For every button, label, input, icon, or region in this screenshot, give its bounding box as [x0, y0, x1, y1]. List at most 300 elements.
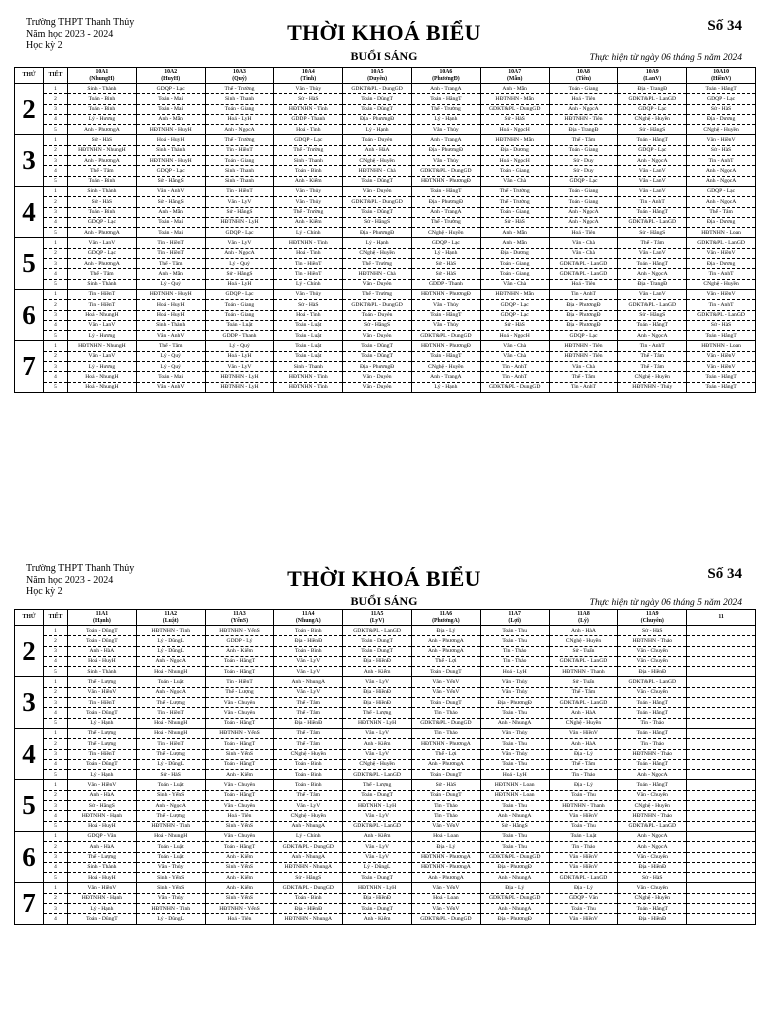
- lesson-cell: Tin - HiềnT: [136, 248, 205, 258]
- lesson-cell: Lý - Quý: [205, 259, 274, 269]
- class-name: 10A6: [439, 69, 453, 75]
- lesson-cell: Anh - PhươngA: [68, 125, 137, 135]
- period-number: 5: [44, 125, 68, 135]
- period-row: [15, 852, 756, 862]
- lesson-cell: GDKT&PL - DungGD: [411, 914, 480, 924]
- lesson-cell: Văn - Chuyên: [205, 698, 274, 708]
- lesson-cell: HĐTNHN - Chà: [343, 166, 412, 176]
- period-number: 3: [44, 310, 68, 320]
- period-row: [15, 135, 756, 145]
- timetable-grade-10: [14, 67, 756, 393]
- lesson-cell: Văn - Chà: [480, 279, 549, 289]
- lesson-cell: Sử - Duy: [549, 166, 618, 176]
- lesson-cell: Anh - NgọcA: [549, 207, 618, 217]
- lesson-cell: Văn - HiềnV: [687, 135, 756, 145]
- lesson-cell: GDQP - Văn: [549, 893, 618, 903]
- lesson-cell: Văn - Chuyên: [618, 790, 687, 800]
- lesson-cell: Lý - DũngL: [136, 646, 205, 656]
- period-row: [15, 656, 756, 666]
- lesson-cell: Toán - DũngT: [343, 341, 412, 351]
- lesson-cell: Địa - PhươngĐ: [343, 228, 412, 238]
- lesson-cell: Lý - Chính: [274, 279, 343, 289]
- lesson-cell: Văn - LanV: [68, 238, 137, 248]
- lesson-cell: Thể - Tâm: [274, 698, 343, 708]
- lesson-cell: Văn - Thủy: [411, 156, 480, 166]
- lesson-cell: GDQP - Lạc: [411, 238, 480, 248]
- period-row: [15, 883, 756, 893]
- homeroom-teacher: (Tiên): [575, 75, 591, 82]
- class-column-header: [205, 68, 274, 84]
- lesson-cell: HĐTNHN - PhươngĐ: [411, 289, 480, 299]
- day-column-header: THỨ: [15, 610, 44, 626]
- lesson-cell: CNghệ - Huyền: [343, 248, 412, 258]
- period-number: 4: [44, 759, 68, 769]
- lesson-cell: Toán - Luật: [136, 852, 205, 862]
- period-row: [15, 156, 756, 166]
- lesson-cell: GDKT&PL - LanGD: [618, 677, 687, 687]
- lesson-cell: Sử - HằngS: [68, 801, 137, 811]
- lesson-cell: Hoá - LyH: [480, 667, 549, 677]
- lesson-cell: Tin - Thảo: [618, 718, 687, 728]
- lesson-cell: Văn - HiềnV: [68, 780, 137, 790]
- lesson-cell: GDDP - Thanh: [274, 114, 343, 124]
- lesson-cell: Toán - HằngT: [205, 718, 274, 728]
- lesson-cell: Lý - DũngL: [343, 862, 412, 872]
- lesson-cell: Anh - PhươngA: [68, 259, 137, 269]
- lesson-cell: Toán - DungT: [411, 667, 480, 677]
- lesson-cell: Văn - Duyên: [343, 331, 412, 341]
- period-number: 4: [44, 320, 68, 330]
- lesson-cell: HĐTNHN - LyH: [343, 718, 412, 728]
- lesson-cell: Thể - Tâm: [549, 687, 618, 697]
- lesson-cell: Toán - DũngT: [343, 94, 412, 104]
- period-number: 4: [44, 166, 68, 176]
- lesson-cell: Toán - Luật: [136, 842, 205, 852]
- lesson-cell: Địa - HiềnĐ: [343, 656, 412, 666]
- period-number: 3: [44, 646, 68, 656]
- period-row: [15, 289, 756, 299]
- school-year: Năm học 2023 - 2024: [26, 28, 114, 40]
- period-number: 4: [44, 114, 68, 124]
- lesson-cell: Sử - HàS: [68, 135, 137, 145]
- lesson-cell: GDKT&PL - LanGD: [343, 626, 412, 636]
- lesson-cell: Anh - Kiểm: [205, 883, 274, 893]
- lesson-cell: Thể - Lợi: [411, 749, 480, 759]
- lesson-cell: Văn - HiềnV: [549, 811, 618, 821]
- lesson-cell: GDKT&PL - DungGD: [274, 842, 343, 852]
- lesson-cell: Văn - Thủy: [480, 677, 549, 687]
- lesson-cell: Văn - Chuyên: [618, 687, 687, 697]
- lesson-cell: Hoá - Loan: [411, 893, 480, 903]
- weekday-label: 7: [15, 341, 44, 392]
- period-number: 2: [44, 248, 68, 258]
- lesson-cell: Lý - DũngL: [136, 914, 205, 924]
- homeroom-teacher: (Lý): [578, 617, 589, 624]
- period-number: 2: [44, 636, 68, 646]
- lesson-cell: Văn - HiềnV: [549, 852, 618, 862]
- lesson-cell: Hoá - NhungH: [136, 667, 205, 677]
- period-number: 5: [44, 382, 68, 392]
- class-column-header: [343, 68, 412, 84]
- lesson-cell: Địa - HiềnĐ: [343, 893, 412, 903]
- lesson-cell: HĐTNHN - Loan: [687, 341, 756, 351]
- lesson-cell: Thể - Tâm: [68, 269, 137, 279]
- lesson-cell: Văn - Chuyên: [618, 646, 687, 656]
- lesson-cell: Thể - Tâm: [68, 166, 137, 176]
- period-number: 3: [44, 207, 68, 217]
- period-row: [15, 914, 756, 924]
- lesson-cell: Thể - Lượng: [343, 780, 412, 790]
- lesson-cell: Hoá - NgọcH: [480, 331, 549, 341]
- lesson-cell: Toán - Bình: [68, 176, 137, 186]
- lesson-cell: Toán - HằngT: [205, 759, 274, 769]
- lesson-cell: Toán - Thu: [480, 831, 549, 841]
- lesson-cell: Văn - HiềnV: [549, 728, 618, 738]
- lesson-cell: Sử - HàS: [687, 320, 756, 330]
- lesson-cell: Địa - PhươngĐ: [549, 300, 618, 310]
- lesson-cell: Văn - LanV: [68, 351, 137, 361]
- lesson-cell: GDQP - Lạc: [68, 217, 137, 227]
- lesson-cell: [687, 646, 756, 656]
- period-number: 1: [44, 186, 68, 196]
- lesson-cell: Hoá - HuyH: [136, 135, 205, 145]
- lesson-cell: Anh - TrangA: [411, 135, 480, 145]
- lesson-cell: GDDP - Thanh: [411, 279, 480, 289]
- lesson-cell: GDQP - Lạc: [687, 186, 756, 196]
- lesson-cell: Sử - HàS: [480, 114, 549, 124]
- lesson-cell: Toán - HằngT: [205, 790, 274, 800]
- timetable-page-grade-11: [0, 560, 768, 1024]
- effective-date: Thực hiện từ ngày 06 tháng 5 năm 2024: [589, 53, 742, 63]
- lesson-cell: Văn - Chà: [480, 351, 549, 361]
- period-number: 1: [44, 626, 68, 636]
- homeroom-teacher: (Tình): [300, 75, 317, 82]
- lesson-cell: Văn - Thủy: [411, 320, 480, 330]
- period-row: [15, 842, 756, 852]
- lesson-cell: Anh - NgọcA: [687, 197, 756, 207]
- lesson-cell: Anh - Mẫn: [480, 84, 549, 94]
- lesson-cell: Thể - Trường: [411, 217, 480, 227]
- lesson-cell: HĐTNHN - LyH: [343, 801, 412, 811]
- lesson-cell: Toán - DungT: [411, 698, 480, 708]
- lesson-cell: Lý - Hạnh: [68, 904, 137, 914]
- lesson-cell: Lý - Hạnh: [68, 770, 137, 780]
- lesson-cell: [687, 831, 756, 841]
- period-row: [15, 718, 756, 728]
- homeroom-teacher: (LyV): [369, 617, 385, 624]
- lesson-cell: Toán - HằngT: [618, 759, 687, 769]
- lesson-cell: Hoá - Tiên: [549, 94, 618, 104]
- period-row: [15, 84, 756, 94]
- lesson-cell: Hoá - NhungH: [68, 310, 137, 320]
- lesson-cell: Anh - NhungA: [274, 677, 343, 687]
- period-number: 4: [44, 862, 68, 872]
- class-name: 11A1: [95, 611, 109, 617]
- lesson-cell: Văn - Thủy: [480, 728, 549, 738]
- lesson-cell: Thể - Tâm: [618, 238, 687, 248]
- period-row: [15, 687, 756, 697]
- class-name: 11A6: [439, 611, 453, 617]
- lesson-cell: Anh - Kiểm: [274, 217, 343, 227]
- lesson-cell: Toán - Luật: [136, 677, 205, 687]
- period-row: [15, 636, 756, 646]
- lesson-cell: Văn - YếnV: [411, 821, 480, 831]
- period-number: 3: [44, 852, 68, 862]
- lesson-cell: Toán - Mai: [136, 94, 205, 104]
- lesson-cell: Tin - Thảo: [411, 801, 480, 811]
- lesson-cell: Toán - DũngT: [68, 759, 137, 769]
- lesson-cell: HĐTNHN - Tình: [136, 821, 205, 831]
- period-number: 3: [44, 698, 68, 708]
- class-column-header: [411, 610, 480, 626]
- lesson-cell: Hoá - LyH: [205, 114, 274, 124]
- class-column-header: [687, 68, 756, 84]
- class-column-header: [136, 610, 205, 626]
- lesson-cell: GDKT&PL - DungGD: [480, 382, 549, 392]
- class-name: 10A9: [645, 69, 659, 75]
- lesson-cell: Tin - HiềnT: [136, 739, 205, 749]
- lesson-cell: Toán - Thu: [480, 626, 549, 636]
- period-row: [15, 279, 756, 289]
- weekday-label: 6: [15, 831, 44, 882]
- lesson-cell: Tin - Thảo: [480, 646, 549, 656]
- lesson-cell: Văn - LyV: [343, 852, 412, 862]
- period-row: [15, 300, 756, 310]
- period-row: [15, 362, 756, 372]
- lesson-cell: HĐTNHN - Tình: [274, 238, 343, 248]
- lesson-cell: Sử - HàS: [136, 770, 205, 780]
- lesson-cell: [687, 656, 756, 666]
- lesson-cell: Anh - Kiểm: [343, 831, 412, 841]
- lesson-cell: Toán - HằngT: [618, 708, 687, 718]
- lesson-cell: Toán - Luật: [136, 780, 205, 790]
- lesson-cell: GDQP - Lạc: [480, 300, 549, 310]
- class-name: 10A7: [508, 69, 522, 75]
- lesson-cell: Toán - Thu: [480, 708, 549, 718]
- lesson-cell: HĐTNHN - Thanh: [549, 667, 618, 677]
- lesson-cell: GDDP - Lý: [205, 636, 274, 646]
- lesson-cell: HĐTNHN - Loan: [480, 780, 549, 790]
- lesson-cell: Anh - NgọcA: [549, 217, 618, 227]
- lesson-cell: HĐTNHN - NhungA: [274, 914, 343, 924]
- lesson-cell: Toán - HằngT: [618, 728, 687, 738]
- lesson-cell: Toán - HằngT: [687, 331, 756, 341]
- lesson-cell: Toán - HằngT: [618, 259, 687, 269]
- lesson-cell: HĐTNHN - Tình: [274, 104, 343, 114]
- lesson-cell: Lý - Hương: [68, 331, 137, 341]
- lesson-cell: CNghệ - Huyền: [343, 759, 412, 769]
- lesson-cell: Địa - Lý: [411, 626, 480, 636]
- lesson-cell: [687, 852, 756, 862]
- lesson-cell: Thể - Tâm: [136, 259, 205, 269]
- lesson-cell: Anh - NgọcA: [136, 801, 205, 811]
- lesson-cell: HĐTNHN - HuyH: [136, 156, 205, 166]
- lesson-cell: Văn - YếnV: [411, 883, 480, 893]
- lesson-cell: Thể - Lượng: [68, 852, 137, 862]
- lesson-cell: GDKT&PL - LanGD: [549, 698, 618, 708]
- period-row: [15, 749, 756, 759]
- lesson-cell: Văn - Thủy: [480, 749, 549, 759]
- lesson-cell: Văn - Chuyên: [618, 852, 687, 862]
- class-name: 11A8: [577, 611, 590, 617]
- lesson-cell: HĐTNHN - Chà: [343, 269, 412, 279]
- lesson-cell: GDKT&PL - DungGD: [411, 166, 480, 176]
- lesson-cell: Hoá - LyH: [205, 351, 274, 361]
- lesson-cell: Thể - Lợi: [411, 656, 480, 666]
- lesson-cell: Văn - LyV: [205, 238, 274, 248]
- lesson-cell: Toán - DungT: [343, 636, 412, 646]
- lesson-cell: Toán - DungT: [343, 873, 412, 883]
- lesson-cell: Sinh - Thành: [136, 320, 205, 330]
- period-row: [15, 217, 756, 227]
- homeroom-teacher: (Lợi): [508, 617, 521, 624]
- weekday-label: 7: [15, 883, 44, 924]
- weekday-label: 2: [15, 84, 44, 135]
- lesson-cell: Toán - Luật: [274, 351, 343, 361]
- lesson-cell: Toán - Giang: [549, 145, 618, 155]
- lesson-cell: Hoá - HuyH: [136, 310, 205, 320]
- lesson-cell: Văn - LyV: [205, 362, 274, 372]
- lesson-cell: Anh - Mẫn: [136, 269, 205, 279]
- class-name: 10A1: [95, 69, 109, 75]
- lesson-cell: Văn - AnhV: [136, 331, 205, 341]
- period-number: 5: [44, 279, 68, 289]
- period-number: 3: [44, 259, 68, 269]
- lesson-cell: Văn - YếnV: [411, 677, 480, 687]
- lesson-cell: Địa - TrangĐ: [549, 125, 618, 135]
- lesson-cell: Văn - Thủy: [136, 862, 205, 872]
- lesson-cell: Tin - Thảo: [480, 656, 549, 666]
- lesson-cell: Văn - Chuyên: [205, 780, 274, 790]
- lesson-cell: [687, 770, 756, 780]
- lesson-cell: HĐTNHN - Thảo: [618, 811, 687, 821]
- lesson-cell: [687, 862, 756, 872]
- lesson-cell: Văn - HiềnV: [549, 862, 618, 872]
- lesson-cell: Anh - Mẫn: [480, 238, 549, 248]
- period-row: [15, 698, 756, 708]
- period-number: 3: [44, 801, 68, 811]
- lesson-cell: HĐTNHN - Thảo: [618, 749, 687, 759]
- lesson-cell: Anh - TrangA: [411, 372, 480, 382]
- lesson-cell: Lý - Quý: [136, 279, 205, 289]
- weekday-label: 4: [15, 186, 44, 237]
- lesson-cell: CNghệ - Huyền: [549, 718, 618, 728]
- lesson-cell: Văn - HiềnV: [687, 362, 756, 372]
- lesson-cell: Thể - Trường: [205, 135, 274, 145]
- period-number: 4: [44, 811, 68, 821]
- period-row: [15, 238, 756, 248]
- lesson-cell: Hoá - NhungH: [136, 728, 205, 738]
- period-row: [15, 125, 756, 135]
- lesson-cell: [687, 687, 756, 697]
- lesson-cell: Sử - HằngS: [205, 269, 274, 279]
- lesson-cell: Toán - Thu: [549, 821, 618, 831]
- header-row: [15, 610, 756, 626]
- lesson-cell: HĐTNHN - LyH: [205, 372, 274, 382]
- lesson-cell: Văn - LanV: [618, 186, 687, 196]
- lesson-cell: GDQP - Lạc: [274, 135, 343, 145]
- lesson-cell: Anh - HàA: [68, 646, 137, 656]
- lesson-cell: Tin - Thảo: [549, 770, 618, 780]
- lesson-cell: Toán - Giang: [205, 310, 274, 320]
- lesson-cell: HĐTNHN - Hạnh: [68, 811, 137, 821]
- period-row: [15, 259, 756, 269]
- lesson-cell: HĐTNHN - Tiên: [549, 341, 618, 351]
- lesson-cell: Anh - Kiểm: [205, 852, 274, 862]
- lesson-cell: HĐTNHN - LyH: [205, 382, 274, 392]
- lesson-cell: Hoá - NgọcH: [480, 156, 549, 166]
- lesson-cell: Hoá - NhungH: [136, 718, 205, 728]
- lesson-cell: Anh - NhungA: [480, 873, 549, 883]
- lesson-cell: Sử - HằngS: [618, 310, 687, 320]
- lesson-cell: Toán - DungT: [411, 790, 480, 800]
- lesson-cell: Tin - AnhT: [687, 156, 756, 166]
- lesson-cell: Địa - Lý: [549, 749, 618, 759]
- lesson-cell: Toán - DũngT: [68, 626, 137, 636]
- period-row: [15, 646, 756, 656]
- lesson-cell: Anh - NhungA: [274, 821, 343, 831]
- period-row: [15, 114, 756, 124]
- period-row: [15, 248, 756, 258]
- lesson-cell: Tin - HiềnT: [136, 708, 205, 718]
- lesson-cell: GDKT&PL - DungGD: [411, 331, 480, 341]
- lesson-cell: Toán - HằngT: [618, 904, 687, 914]
- lesson-cell: Địa - Dương: [480, 248, 549, 258]
- class-name: 10A5: [370, 69, 384, 75]
- lesson-cell: Sinh - YếnS: [205, 749, 274, 759]
- homeroom-teacher: (NhungH): [89, 75, 115, 82]
- lesson-cell: Toán - DũngT: [68, 914, 137, 924]
- lesson-cell: Văn - Duyên: [343, 279, 412, 289]
- lesson-cell: Toán - HằngT: [618, 780, 687, 790]
- lesson-cell: Địa - PhươngĐ: [480, 914, 549, 924]
- lesson-cell: Hoá - NgọcH: [480, 125, 549, 135]
- lesson-cell: Thể - Trường: [343, 289, 412, 299]
- lesson-cell: HĐTNHN - Tiên: [549, 114, 618, 124]
- lesson-cell: Địa - TrangĐ: [618, 84, 687, 94]
- lesson-cell: Lý - Quý: [136, 351, 205, 361]
- lesson-cell: GDKT&PL - DungGD: [480, 893, 549, 903]
- period-row: [15, 728, 756, 738]
- period-row: [15, 104, 756, 114]
- lesson-cell: Anh - Kiểm: [343, 667, 412, 677]
- lesson-cell: Thể - Tâm: [618, 362, 687, 372]
- lesson-cell: GDKT&PL - LanGD: [549, 656, 618, 666]
- lesson-cell: HĐTNHN - Mẫn: [480, 94, 549, 104]
- lesson-cell: Sinh - YếnS: [136, 873, 205, 883]
- lesson-cell: Anh - PhươngA: [68, 156, 137, 166]
- lesson-cell: HĐTNHN - YếnS: [205, 904, 274, 914]
- lesson-cell: Anh - Mẫn: [136, 207, 205, 217]
- lesson-cell: Văn - LanV: [68, 320, 137, 330]
- lesson-cell: GDKT&PL - LanGD: [549, 259, 618, 269]
- lesson-cell: Toán - Bình: [274, 759, 343, 769]
- lesson-cell: [687, 821, 756, 831]
- period-number: 5: [44, 667, 68, 677]
- lesson-cell: Hoá - Tình: [274, 310, 343, 320]
- lesson-cell: Thể - Lượng: [343, 708, 412, 718]
- lesson-cell: GDKT&PL - DungGD: [480, 852, 549, 862]
- lesson-cell: Anh - PhươngA: [68, 228, 137, 238]
- homeroom-teacher: (HiềnV): [711, 75, 732, 82]
- lesson-cell: Toán - DungT: [411, 770, 480, 780]
- lesson-cell: Toán - Thu: [480, 759, 549, 769]
- lesson-cell: CNghệ - Huyền: [274, 749, 343, 759]
- lesson-cell: HĐTNHN - YếnS: [205, 626, 274, 636]
- lesson-cell: [687, 801, 756, 811]
- document-number: Số 34: [707, 18, 742, 34]
- lesson-cell: Địa - PhươngĐ: [480, 862, 549, 872]
